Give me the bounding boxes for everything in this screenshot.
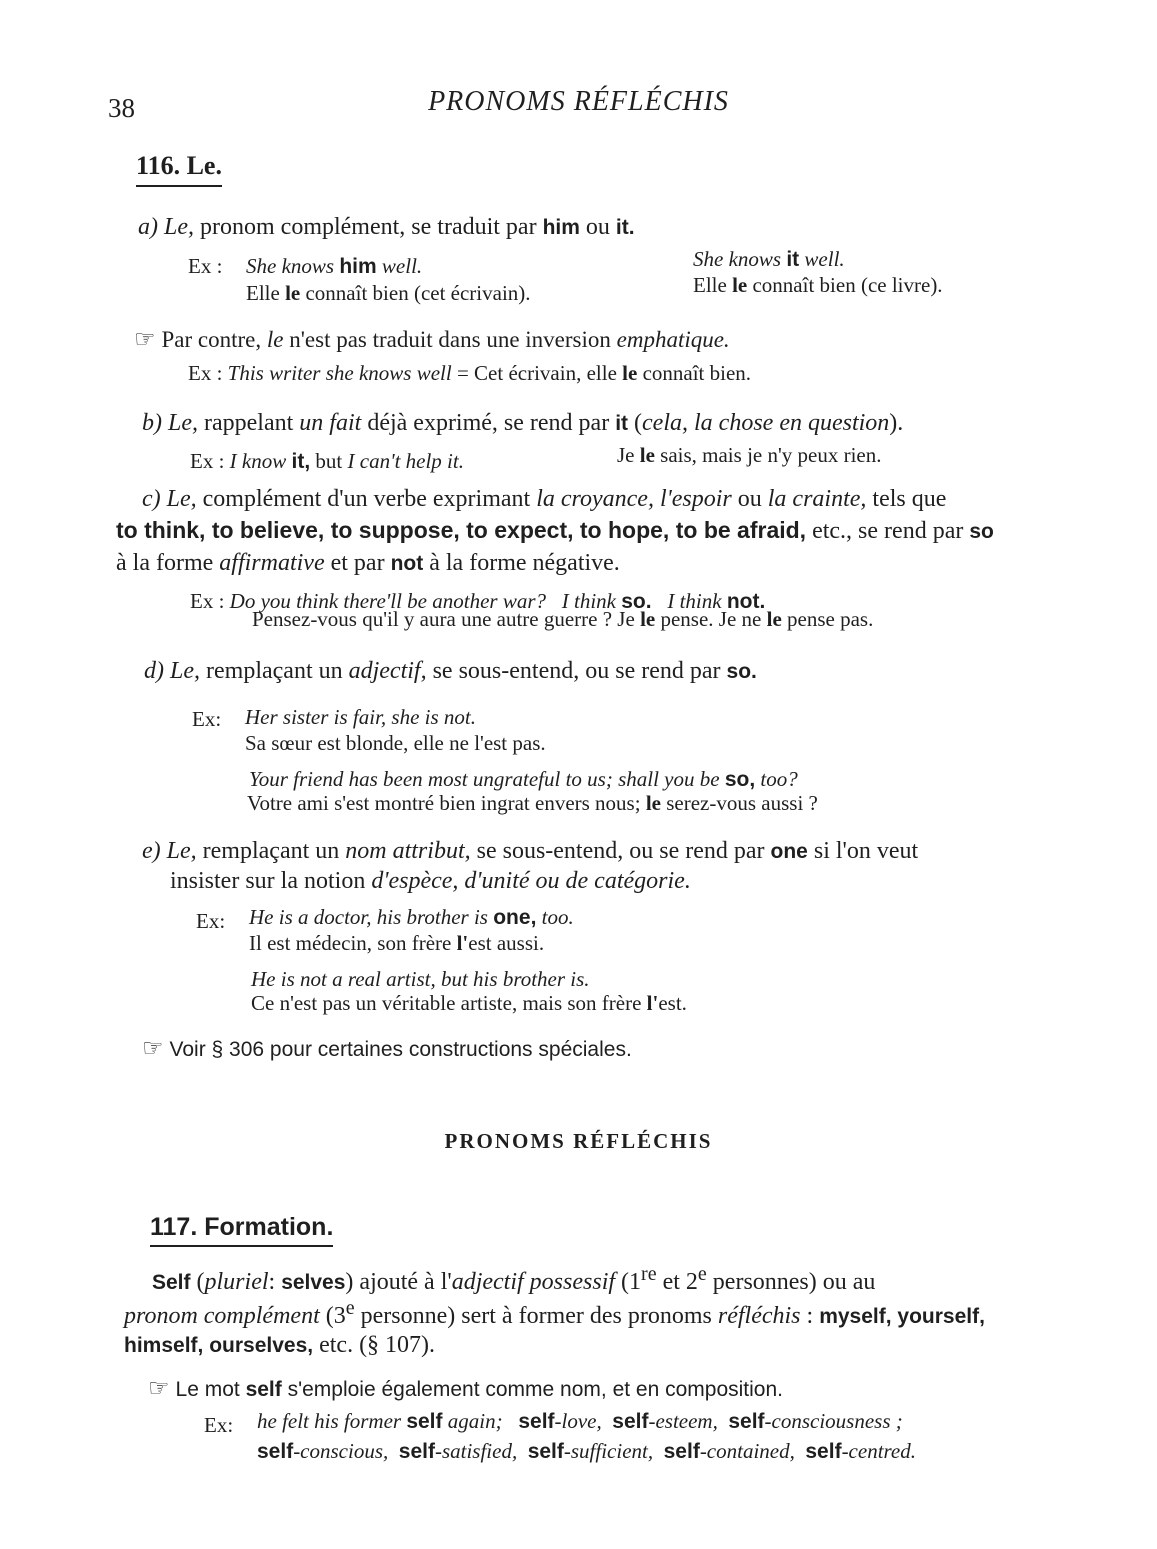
compound: self-esteem,: [612, 1409, 718, 1433]
para-e-example-en2: He is not a real artist, but his brother is.: [251, 967, 590, 991]
para-a-example-fr1: Elle le connaît bien (cet écrivain).: [246, 281, 531, 305]
pointing-hand-icon: ☞: [142, 1035, 164, 1062]
para-a-example-en1: She knows him well.: [246, 254, 423, 278]
para-c-line1: c) Le, complément d'un verbe exprimant la croyance, l'espoir ou la crainte, tels que: [142, 486, 947, 512]
para-e-example-fr1: Il est médecin, son frère l'est aussi.: [249, 931, 545, 955]
note-self-noun: ☞ Le mot self s'emploie également comme nom, et en composition.: [148, 1375, 784, 1402]
para-a-example-fr2: Elle le connaît bien (ce livre).: [693, 273, 943, 297]
para-a: a) Le, pronom complément, se traduit par him ou it.: [138, 214, 635, 240]
para-c-line3: à la forme affirmative et par not à la forme négative.: [116, 550, 620, 576]
pointing-hand-icon: ☞: [134, 327, 156, 353]
para-b: b) Le, rappelant un fait déjà exprimé, se rend par it (cela, la chose en question).: [142, 410, 904, 436]
para-d-example-label: Ex:: [192, 707, 222, 731]
s117-example-label: Ex:: [204, 1413, 234, 1437]
page-number: 38: [108, 93, 135, 123]
para-a-example-en2: She knows it well.: [693, 247, 845, 271]
s117-line3: himself, ourselves, etc. (§ 107).: [124, 1332, 436, 1358]
compound: self-sufficient,: [527, 1439, 654, 1463]
para-d-example-en1: Her sister is fair, she is not.: [245, 705, 477, 729]
compound: self-centred.: [805, 1439, 916, 1463]
para-c-line2: to think, to believe, to suppose, to expect, to hope, to be afraid, etc., se rend par so: [116, 517, 994, 544]
compound: self-conscious,: [257, 1439, 389, 1463]
para-e-line1: e) Le, remplaçant un nom attribut, se sous-entend, ou se rend par one si l'on veut: [142, 838, 919, 864]
section-116-title: 116. Le.: [136, 150, 222, 187]
para-e-example-en1: He is a doctor, his brother is one, too.: [249, 905, 574, 929]
note-inversion: ☞ Par contre, le n'est pas traduit dans une inversion emphatique.: [134, 327, 730, 353]
s117-line2: pronom complément (3e personne) sert à former des pronoms réfléchis : myself, yourself,: [124, 1297, 985, 1329]
s117-example-line1: he felt his former self again; self-love, self-esteem, self-consciousness ;: [257, 1409, 903, 1433]
para-d-example-en2: Your friend has been most ungrateful to us; shall you be so, too?: [249, 767, 798, 791]
s117-example-line2: [257, 1438, 916, 1465]
s117-line1: Self (pluriel: selves) ajouté à l'adjectif possessif (1re et 2e personnes) ou au: [152, 1263, 876, 1295]
para-d-example-fr1: Sa sœur est blonde, elle ne l'est pas.: [245, 731, 546, 755]
para-a-example-label: Ex :: [188, 254, 223, 278]
pointing-hand-icon: ☞: [148, 1375, 170, 1402]
compound: self-contained,: [663, 1439, 795, 1463]
section-117-title: 117. Formation.: [150, 1212, 333, 1247]
para-e-line2: insister sur la notion d'espèce, d'unité ou de catégorie.: [170, 868, 691, 894]
running-title: PRONOMS RÉFLÉCHIS: [428, 86, 729, 117]
para-c-example-en: Ex : Do you think there'll be another war? I think so. I think not.: [190, 589, 766, 613]
compound: self-satisfied,: [398, 1439, 518, 1463]
para-e-example-fr2: Ce n'est pas un véritable artiste, mais son frère l'est.: [251, 991, 687, 1015]
para-d: d) Le, remplaçant un adjectif, se sous-entend, ou se rend par so.: [144, 658, 757, 684]
para-e-example-label: Ex:: [196, 909, 226, 933]
compound: self-love,: [518, 1409, 602, 1433]
note-see-306: ☞ Voir § 306 pour certaines constructions spéciales.: [142, 1035, 632, 1062]
note-inversion-example: Ex : This writer she knows well = Cet écrivain, elle le connaît bien.: [188, 361, 752, 385]
para-c-example-fr: Pensez-vous qu'il y aura une autre guerre ? Je le pense. Je ne le pense pas.: [252, 607, 874, 631]
para-b-example-fr: Je le sais, mais je n'y peux rien.: [617, 443, 882, 467]
compound: self-consciousness ;: [728, 1409, 903, 1433]
section-title: PRONOMS RÉFLÉCHIS: [444, 1129, 713, 1153]
para-d-example-fr2: Votre ami s'est montré bien ingrat envers nous; le serez-vous aussi ?: [247, 791, 818, 815]
para-b-example: Ex : I know it, but I can't help it.: [190, 449, 464, 473]
